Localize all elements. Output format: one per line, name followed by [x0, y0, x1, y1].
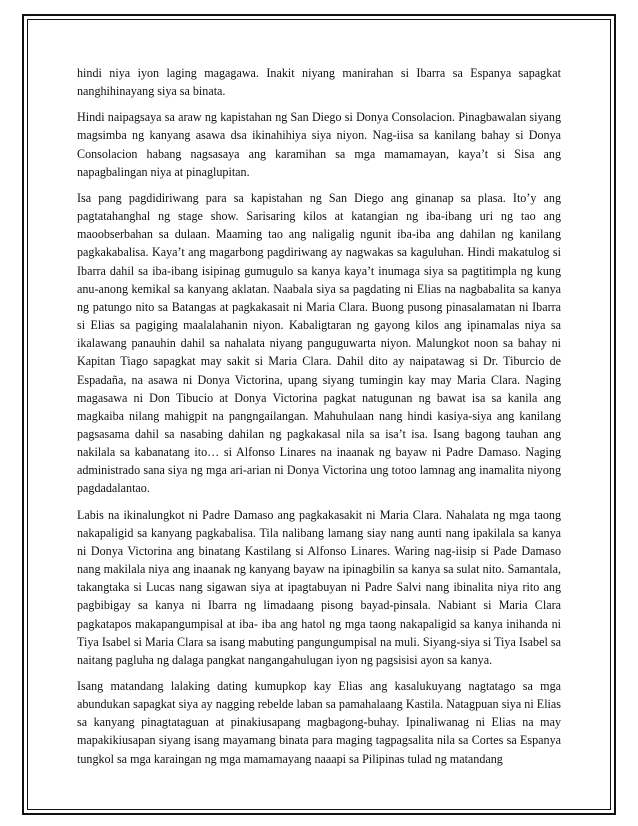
document-page: [77, 64, 561, 768]
paragraph-1: hindi niya iyon laging magagawa. Inakit niyang manirahan si Ibarra sa Espanya sapagkat nanghihinayang siya sa binata.: [77, 66, 561, 99]
paragraph-3: Isa pang pagdidiriwang para sa kapistahan ng San Diego ang ginanap sa plasa. Ito’y ang pagtatahanghal ng stage show. Sarisaring kilos at katangian ng iba-ibang uri ng tao ang maoobserbahan sa dulaan. Maaming tao ang naligalig ngunit iba-iba ang dahilan ng kanilang pagkakabalisa. Kaya’t ang magarbong pagdiriwang ay nagwakas sa kaguluhan. Hindi makatulog si Ibarra dahil sa iba-ibang isipinag gumugulo sa kanya kaya’t inumaga siya sa pagtitimpla ng kung anu-anong kemikal sa kanyang aklatan. Naabala siya sa pagdating ni Elias na nagbabalita sa kanya ng patungo nito sa Batangas at pagkakasait ni Maria Clara. Buong pusong pinasalamatan ni Ibarra si Elias sa pagiging maalalahanin niyon. Kabaligtaran ng gayong kilos ang ipinamalas niya sa ikalawang panauhin dahil sa nahalata niyang panguguwarta niyon. Malungkot noon sa bahay ni Kapitan Tiago sapagkat may sakit si Maria Clara. Dahil dito ay naipatawag si Dr. Tiburcio de Espadaña, na asawa ni Donya Victorina, upang siyang tumingin kay may Maria Clara. Naging magasawa ni Don Tibucio at Donya Victorina pagkat natugunan ng bawat isa sa kanila ang magkaiba nilang mahigpit na pangngailangan. Mahuhulaan nang hindi kasiya-siya ang kanilang pagsasama dahil sa nasabing dahilan ng pagkakasal nila sa isa’t isa. Isang bagong tauhan ang nakilala sa kabanatang ito… si Alfonso Linares na inaanak ng bayaw ni Padre Damaso. Naging administrado sana siya ng mga ari-arian ni Donya Victorina ung totoo lamnag ang inamalita niyong pagdadalantao.: [77, 190, 561, 496]
paragraph-4: Labis na ikinalungkot ni Padre Damaso ang pagkakasakit ni Maria Clara. Nahalata ng mga taong nakapaligid sa kanyang pagkabalisa. Tila nalibang lamang siay nang aunti nang ipakilala sa kanya ni Donya Victorina ang binatang Kastilang si Alfonso Linares. Waring nag-iisip si Pade Damaso nang makilala niya ang inaanak ng kanyang bayaw na ipinagbilin sa kanya sa sulat nito. Samantala, takangtaka si Lucas nang sigawan siya at ipagtabuyan ni Padre Salvi nang ibinalita niya rito ang pagbibigay sa kanya ni Ibarra ng limadaang pisong bayad-pinsala. Nabiant si Maria Clara pagkatapos makapangumpisal at iba- iba ang hatol ng mga taong nakapaligid sa kanya inihanda ni Tiya Isabel si Maria Clara sa isang mabuting pangungumpisal na muli. Siyang-siya si Tiya Isabel sa naitang pagluha ng dalaga pangkat nangangahulugan iyon ng pagsisisi ayon sa kanya.: [77, 507, 561, 667]
paragraph-5: Isang matandang lalaking dating kumupkop kay Elias ang kasalukuyang nagtatago sa mga abundukan sapagkat siya ay nagging rebelde laban sa pamahalaang Kastila. Natagpuan siya ni Elias sa kanyang pinagtataguan at pinakiusapang magbagong-buhay. Ipinaliwanag ni Elias na may mapakikiusapan siyang isang mayamang binata para maging tagpagsalita nila sa Cortes sa Espanya tungkol sa mga karaingan ng mga mamamayang naaapi sa Pilipinas tulad ng matandang: [77, 679, 561, 766]
paragraph-2: Hindi naipagsaya sa araw ng kapistahan ng San Diego si Donya Consolacion. Pinagbawalan siyang magsimba ng kanyang asawa dsa ikinahihiya siya niyon. Nag-iisa sa kanilang bahay si Donya Consolacion habang nagsasaya ang karamihan sa mga mamamayan, kaya’t si Sisa ang napagbalingan niya at pinaglupitan.: [77, 110, 561, 179]
